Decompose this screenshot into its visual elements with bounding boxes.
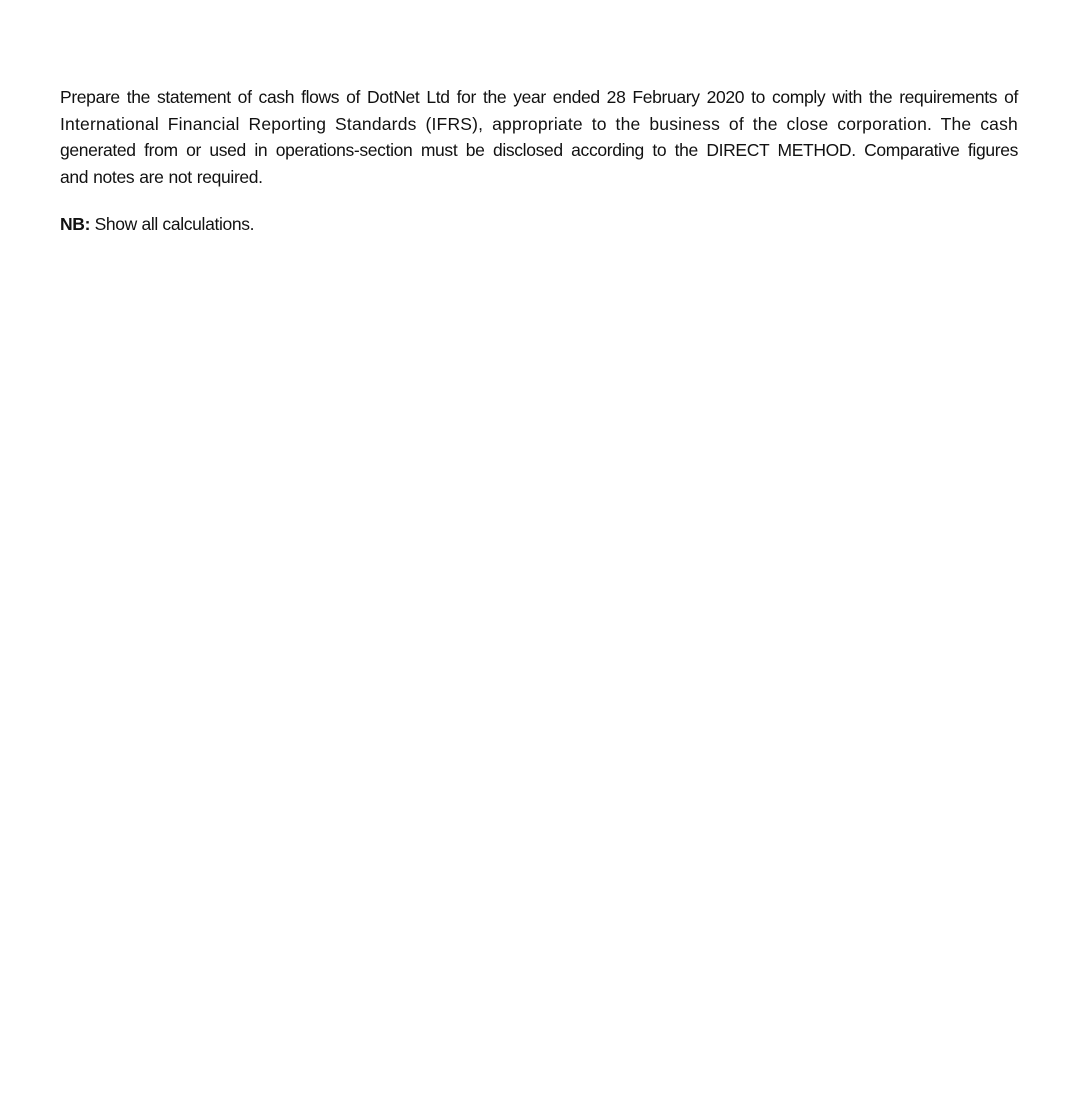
instructions-line: and notes are not required.	[60, 166, 263, 187]
instructions-paragraph	[60, 84, 1018, 190]
instructions-line: Prepare the statement of cash flows of DotNet Ltd for the year ended 28 February 2020 to comply with the requirements of	[60, 87, 1018, 107]
instructions-line: International Financial Reporting Standards (IFRS), appropriate to the business of the close corporation. The cash	[60, 113, 1018, 134]
note-paragraph	[60, 211, 1018, 237]
note-text: Show all calculations.	[90, 214, 255, 234]
note-label: NB:	[60, 214, 91, 234]
instructions-line: generated from or used in operations-section must be disclosed according to the DIRECT METHOD. Comparative figures	[60, 140, 1018, 160]
document-page	[60, 84, 1018, 237]
